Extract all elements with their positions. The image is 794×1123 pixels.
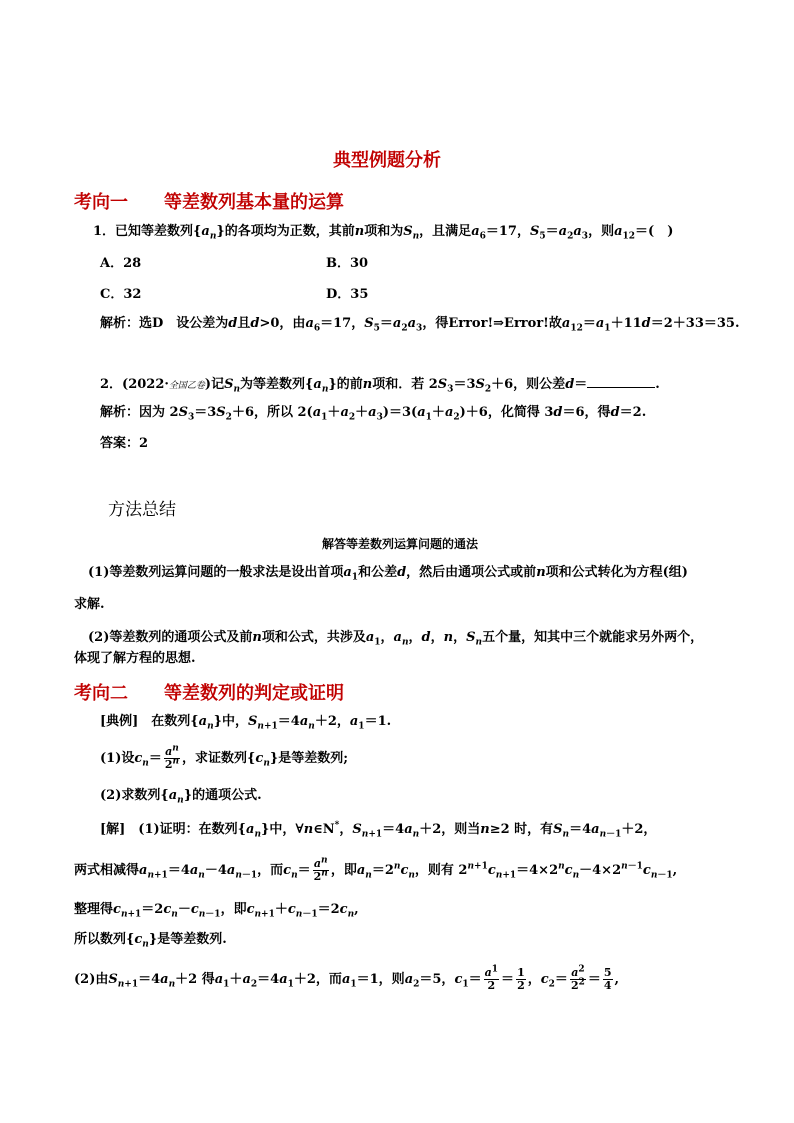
method-summary-heading: 方法总结 bbox=[108, 500, 176, 520]
method-point-2: (2)等差数列的通项公式及前n项和公式，共涉及$a_1$，$a_n$，d，n，$S_n$五个量，知其中三个就能求另外两个， bbox=[88, 630, 704, 648]
example-stem: [典例] 在数列$\{a_n\}$中，$S_{n+1}=4a_n+2$，$a_1=1$. bbox=[100, 714, 392, 732]
method-subheading: 解答等差数列运算问题的通法 bbox=[322, 537, 479, 551]
question-2-stem: 2．(2022·全国乙卷)记$S_n$为等差数列$\{a_n\}$的前n项和．若 $2S_3=3S_2+6$，则公差d＝ . bbox=[100, 377, 660, 395]
option-b: B．30 bbox=[326, 256, 369, 271]
section-heading-2: 考向二 等差数列的判定或证明 bbox=[74, 683, 344, 704]
question-2-answer: 答案：2 bbox=[100, 436, 149, 451]
example-part-1: (1)设$c_n=$ $\frac{a^n}{2^n}$ ，求证数列$\{c_n\}$是等差数列; bbox=[100, 743, 349, 771]
answer-blank[interactable] bbox=[587, 375, 655, 388]
page-title: 典型例题分析 bbox=[333, 150, 441, 171]
option-a: A．28 bbox=[100, 256, 142, 271]
question-2-solution: 解析：因为 $2S_3=3S_2+6$，所以 $2(a_1+a_2+a_3)=3(a_1+a_2)+6$，化简得 3d＝6，得d＝2. bbox=[100, 405, 647, 423]
solution-line-5: (2)由$S_{n+1}=4a_n+2$ 得$a_1+a_2=4a_1+2$，而$a_1=1$，则$a_2=5$，$c_1=$ $\frac{a^1}{2}$ ＝ $\frac{1}{2}$ ，$c_2=$ $\frac{a^2}{2^2}$ ＝ $\frac{5}{4}$ , bbox=[74, 964, 620, 992]
option-d: D．35 bbox=[326, 287, 369, 302]
section-heading-1: 考向一 等差数列基本量的运算 bbox=[74, 192, 344, 213]
example-part-2: (2)求数列$\{a_n\}$的通项公式. bbox=[100, 788, 262, 806]
method-point-1-cont: 求解. bbox=[74, 597, 105, 612]
solution-line-1: [解] (1)证明：在数列$\{a_n\}$中，∀n∈N*，$S_{n+1}=4a_n+2$，则当n≥2 时，有$S_n=4a_{n-1}+2$， bbox=[100, 820, 657, 840]
question-1-stem: 1．已知等差数列$\{a_n\}$的各项均为正数，其前n项和为$S_n$，且满足$a_6=17$，$S_5=a_2a_3$，则$a_{12}=$( ) bbox=[93, 224, 674, 242]
question-1-solution: 解析：选D 设公差为d且d>0，由$a_6=17$，$S_5=a_2a_3$，得Error!⇒Error!故$a_{12}=a_1+11d=2+33=35$. bbox=[100, 316, 740, 334]
method-point-2-cont: 体现了解方程的思想. bbox=[74, 651, 196, 666]
option-c: C．32 bbox=[100, 287, 142, 302]
solution-line-4: 所以数列$\{c_n\}$是等差数列. bbox=[74, 932, 227, 950]
method-point-1: (1)等差数列运算问题的一般求法是设出首项$a_1$和公差d，然后由通项公式或前n项和公式转化为方程(组) bbox=[88, 565, 688, 583]
solution-line-3: 整理得$c_{n+1}=2c_n-c_{n-1}$，即$c_{n+1}+c_{n-1}=2c_n$, bbox=[74, 902, 359, 920]
solution-line-2: 两式相减得$a_{n+1}=4a_n-4a_{n-1}$，而$c_n=$ $\frac{a^n}{2^n}$ ，即$a_n=2^nc_n$，则有 $2^{n+1}c_{n+1}=4\times 2^nc_n-4\times 2^{n-1}c_{n-1}$, bbox=[74, 855, 678, 883]
exam-source-tag: 全国乙卷 bbox=[168, 381, 205, 391]
